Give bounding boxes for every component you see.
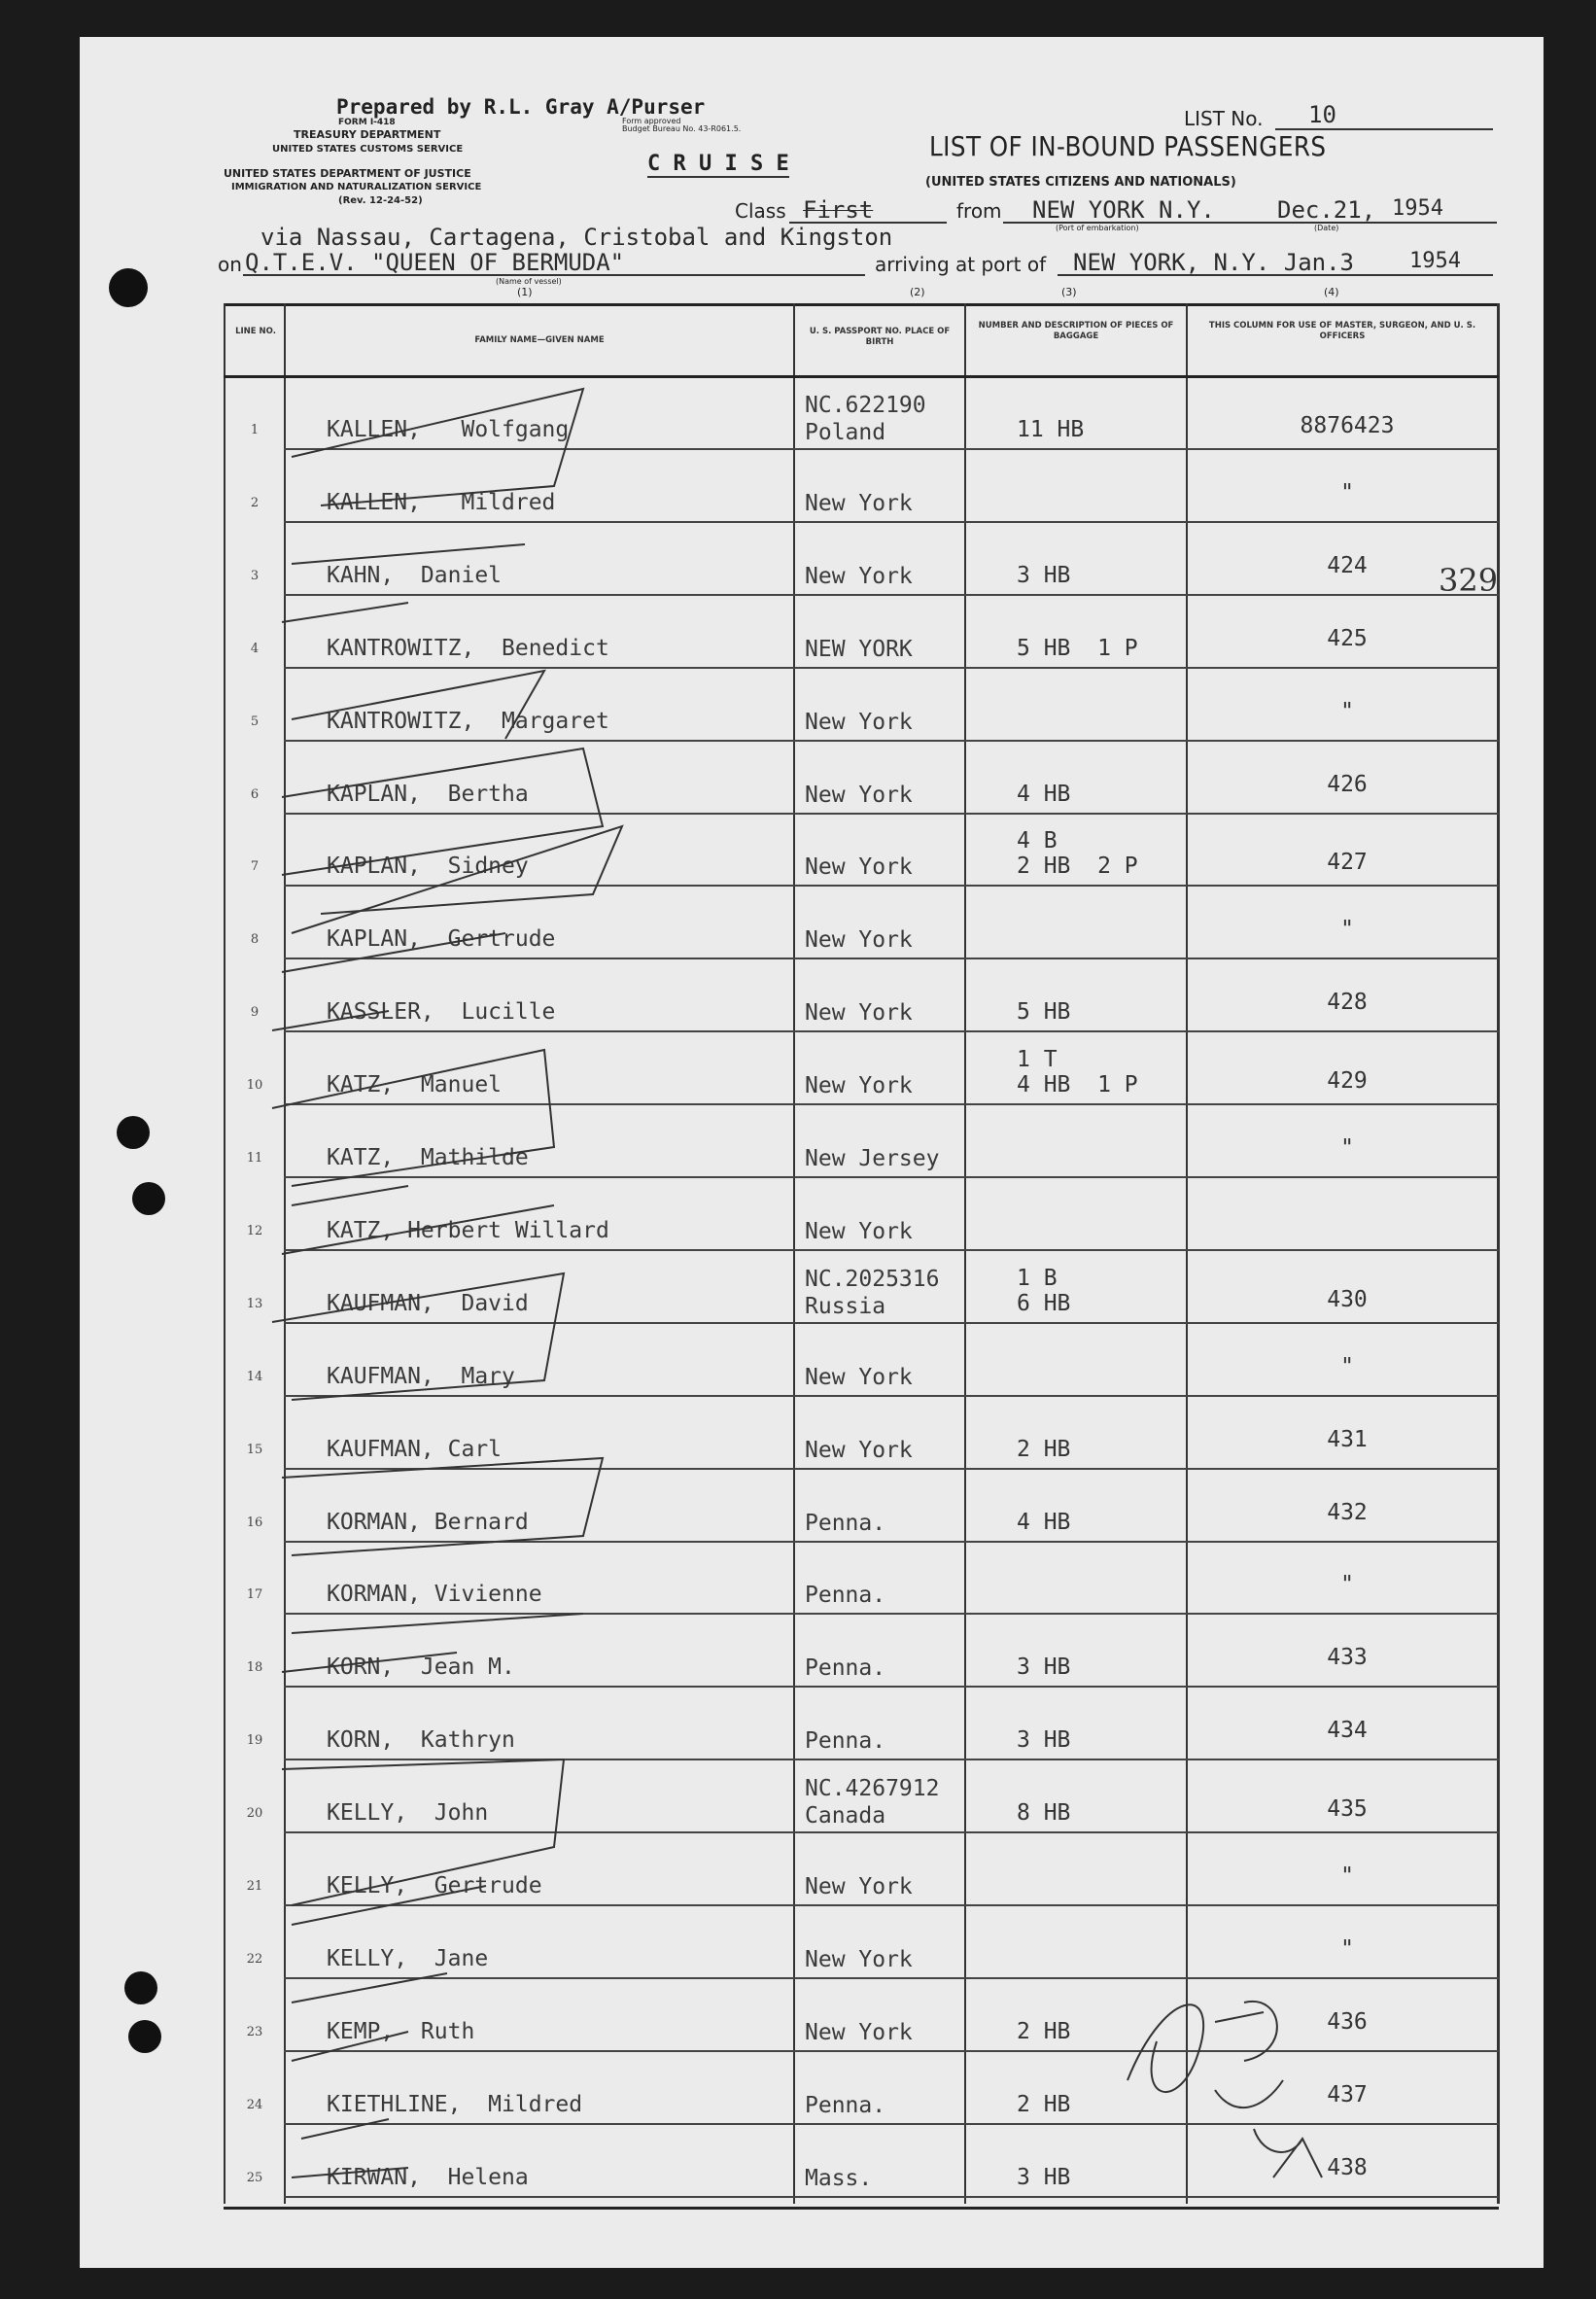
official-number: " xyxy=(1340,1935,1354,1962)
passenger-name: KELLY, John xyxy=(327,1800,489,1827)
class-value: First xyxy=(803,196,874,224)
passenger-name: KEMP, Ruth xyxy=(327,2018,475,2044)
baggage: 4 HB xyxy=(1017,781,1071,807)
passenger-name: KATZ, Manuel xyxy=(327,1072,503,1098)
birthplace: NEW YORK xyxy=(805,636,913,662)
arriving-label: arriving at port of xyxy=(875,253,1047,276)
official-number: 428 xyxy=(1327,990,1368,1016)
line-number: 5 xyxy=(250,714,260,729)
birthplace: New York xyxy=(805,1218,913,1244)
official-number: 432 xyxy=(1327,1499,1368,1525)
line-number: 22 xyxy=(246,1951,263,1967)
embarkation-date: Dec.21, xyxy=(1277,196,1376,224)
column-index-3: (3) xyxy=(1061,286,1077,298)
line-number: 15 xyxy=(246,1442,263,1457)
date-caption: (Date) xyxy=(1314,224,1339,232)
birthplace: Penna. xyxy=(805,2092,886,2118)
line-number: 3 xyxy=(250,568,260,583)
birthplace: Penna. xyxy=(805,1583,886,1609)
baggage: 4 B 2 HB 2 P xyxy=(1017,828,1138,880)
baggage: 5 HB xyxy=(1017,999,1071,1026)
passenger-name: KORMAN, Bernard xyxy=(327,1509,529,1535)
passenger-name: KAUFMAN, David xyxy=(327,1290,529,1316)
passenger-name: KORN, Jean M. xyxy=(327,1655,515,1681)
official-number: 436 xyxy=(1327,2008,1368,2035)
official-number: " xyxy=(1340,1353,1354,1379)
line-number: 16 xyxy=(246,1515,263,1530)
birthplace: Mass. xyxy=(805,2165,873,2191)
birthplace: New York xyxy=(805,490,913,516)
passenger-name: KAUFMAN, Carl xyxy=(327,1436,503,1462)
birthplace: NC.2025316 Russia xyxy=(805,1266,940,1319)
official-number: 425 xyxy=(1327,625,1368,651)
official-number: " xyxy=(1340,1864,1354,1889)
budget-bureau: Budget Bureau No. 43-R061.5. xyxy=(622,124,742,133)
vessel-caption: (Name of vessel) xyxy=(496,277,562,286)
birthplace: New York xyxy=(805,1437,913,1463)
birthplace: Penna. xyxy=(805,1728,886,1755)
header-passport: U. S. PASSPORT NO. PLACE OF BIRTH xyxy=(809,327,951,347)
line-number: 6 xyxy=(250,786,260,802)
immigration-service: IMMIGRATION AND NATURALIZATION SERVICE xyxy=(231,182,482,192)
official-number: 431 xyxy=(1327,1426,1368,1452)
birthplace: New York xyxy=(805,1874,913,1899)
header-baggage: NUMBER AND DESCRIPTION OF PIECES OF BAGGAGE xyxy=(978,321,1174,341)
passenger-name: KANTROWITZ, Margaret xyxy=(327,708,609,734)
line-number: 4 xyxy=(250,641,260,656)
birthplace: New Jersey xyxy=(805,1146,940,1171)
official-number: 429 xyxy=(1327,1068,1368,1095)
baggage: 1 B 6 HB xyxy=(1017,1265,1071,1316)
birthplace: New York xyxy=(805,1946,913,1972)
embarkation-port: NEW YORK N.Y. xyxy=(1032,196,1215,224)
from-label: from xyxy=(956,199,1002,223)
form-approved: Form approved xyxy=(622,117,681,125)
line-number: 25 xyxy=(246,2170,263,2185)
birthplace: New York xyxy=(805,1364,913,1390)
passenger-name: KELLY, Gertrude xyxy=(327,1873,542,1898)
arrival-port: NEW YORK, N.Y. Jan.3 xyxy=(1073,249,1354,276)
official-number: " xyxy=(1340,917,1354,943)
passenger-name: KAPLAN, Bertha xyxy=(327,781,529,807)
passenger-name: KORMAN, Vivienne xyxy=(327,1582,542,1608)
class-label: Class xyxy=(735,199,786,223)
list-no: 10 xyxy=(1308,101,1336,128)
vessel-name: Q.T.E.V. "QUEEN OF BERMUDA" xyxy=(245,249,625,276)
line-number: 20 xyxy=(246,1806,263,1822)
baggage: 3 HB xyxy=(1017,2164,1071,2190)
column-index-2: (2) xyxy=(910,286,925,298)
birthplace: New York xyxy=(805,1073,913,1099)
birthplace: NC.4267912 Canada xyxy=(805,1776,940,1829)
official-number: 424 xyxy=(1327,552,1368,578)
embarkation-year: 1954 xyxy=(1392,196,1443,221)
cruise-label: C R U I S E xyxy=(647,152,789,176)
official-number: 438 xyxy=(1327,2154,1368,2180)
official-number: 427 xyxy=(1327,850,1368,876)
line-number: 13 xyxy=(246,1296,263,1311)
column-index-4: (4) xyxy=(1324,286,1339,298)
official-number: " xyxy=(1340,1572,1354,1598)
passenger-name: KAHN, Daniel xyxy=(327,562,503,588)
header-official-use: THIS COLUMN FOR USE OF MASTER, SURGEON, AND U. S. OFFICERS xyxy=(1208,321,1476,341)
birthplace: NC.622190 Poland xyxy=(805,393,926,445)
line-number: 9 xyxy=(250,1005,260,1021)
birthplace: New York xyxy=(805,782,913,808)
document-subtitle: (UNITED STATES CITIZENS AND NATIONALS) xyxy=(925,175,1236,190)
passenger-name: KASSLER, Lucille xyxy=(327,999,556,1026)
passenger-name: KORN, Kathryn xyxy=(327,1727,515,1754)
baggage: 8 HB xyxy=(1017,1800,1071,1827)
official-number: " xyxy=(1340,698,1354,724)
header-line-no: LINE NO. xyxy=(235,327,276,336)
official-number: 430 xyxy=(1327,1286,1368,1312)
baggage: 1 T 4 HB 1 P xyxy=(1017,1047,1138,1098)
customs-service: UNITED STATES CUSTOMS SERVICE xyxy=(272,144,464,155)
birthplace: New York xyxy=(805,854,913,881)
line-number: 10 xyxy=(246,1078,263,1094)
passenger-name: KIRWAN, Helena xyxy=(327,2164,529,2190)
line-number: 1 xyxy=(250,423,260,437)
birthplace: Penna. xyxy=(805,1655,886,1682)
passenger-name: KAPLAN, Sidney xyxy=(327,853,529,880)
passenger-name: KALLEN, Wolfgang xyxy=(327,417,570,442)
passenger-name: KATZ, Herbert Willard xyxy=(327,1217,609,1243)
line-number: 2 xyxy=(250,495,260,510)
on-label: on xyxy=(218,253,242,276)
line-number: 7 xyxy=(250,859,260,875)
baggage: 3 HB xyxy=(1017,1655,1071,1681)
document-title: LIST OF IN-BOUND PASSENGERS xyxy=(929,130,1327,162)
official-number: 435 xyxy=(1327,1796,1368,1823)
passenger-name: KELLY, Jane xyxy=(327,1945,489,1971)
baggage: 3 HB xyxy=(1017,562,1071,588)
line-number: 23 xyxy=(246,2024,263,2039)
official-number: 437 xyxy=(1327,2081,1368,2107)
treasury-dept: TREASURY DEPARTMENT xyxy=(294,128,441,141)
line-number: 17 xyxy=(246,1587,263,1603)
passenger-name: KAPLAN, Gertrude xyxy=(327,926,556,953)
birthplace: New York xyxy=(805,1000,913,1027)
passenger-name: KIETHLINE, Mildred xyxy=(327,2091,583,2117)
revision: (Rev. 12-24-52) xyxy=(338,195,423,206)
birthplace: New York xyxy=(805,927,913,954)
birthplace: New York xyxy=(805,563,913,589)
line-number: 8 xyxy=(250,932,260,948)
embarkation-caption: (Port of embarkation) xyxy=(1056,224,1139,232)
header-name: FAMILY NAME—GIVEN NAME xyxy=(474,335,605,345)
official-number: " xyxy=(1340,479,1354,505)
birthplace: Penna. xyxy=(805,1510,886,1536)
passenger-name: KATZ, Mathilde xyxy=(327,1145,529,1170)
official-number: 426 xyxy=(1327,771,1368,797)
form-number: FORM I-418 xyxy=(338,118,396,127)
line-number: 19 xyxy=(246,1733,263,1749)
baggage: 2 HB xyxy=(1017,2091,1071,2117)
line-number: 11 xyxy=(246,1151,263,1166)
line-number: 12 xyxy=(246,1223,263,1238)
line-number: 24 xyxy=(246,2097,263,2112)
arrival-year: 1954 xyxy=(1409,249,1461,273)
passenger-name: KALLEN, Mildred xyxy=(327,489,556,515)
birthplace: New York xyxy=(805,709,913,735)
official-number: " xyxy=(1340,1135,1354,1161)
itinerary: via Nassau, Cartagena, Cristobal and Kingston xyxy=(260,224,893,251)
prepared-by: Prepared by R.L. Gray A/Purser xyxy=(336,95,706,119)
baggage: 4 HB xyxy=(1017,1509,1071,1535)
baggage: 11 HB xyxy=(1017,417,1085,442)
line-number: 21 xyxy=(246,1879,263,1894)
official-number: 433 xyxy=(1327,1645,1368,1671)
column-index-1: (1) xyxy=(517,286,533,298)
baggage: 3 HB xyxy=(1017,1727,1071,1754)
passenger-name: KAUFMAN, Mary xyxy=(327,1363,515,1389)
official-number: 434 xyxy=(1327,1718,1368,1744)
margin-note: 329 xyxy=(1439,562,1499,599)
baggage: 5 HB 1 P xyxy=(1017,635,1138,661)
official-number: 8876423 xyxy=(1300,413,1395,438)
passenger-name: KANTROWITZ, Benedict xyxy=(327,635,609,661)
line-number: 14 xyxy=(246,1369,263,1384)
baggage: 2 HB xyxy=(1017,2018,1071,2044)
baggage: 2 HB xyxy=(1017,1436,1071,1462)
justice-dept: UNITED STATES DEPARTMENT OF JUSTICE xyxy=(224,167,471,180)
line-number: 18 xyxy=(246,1660,263,1676)
list-no-label: LIST No. xyxy=(1184,107,1264,130)
birthplace: New York xyxy=(805,2019,913,2045)
